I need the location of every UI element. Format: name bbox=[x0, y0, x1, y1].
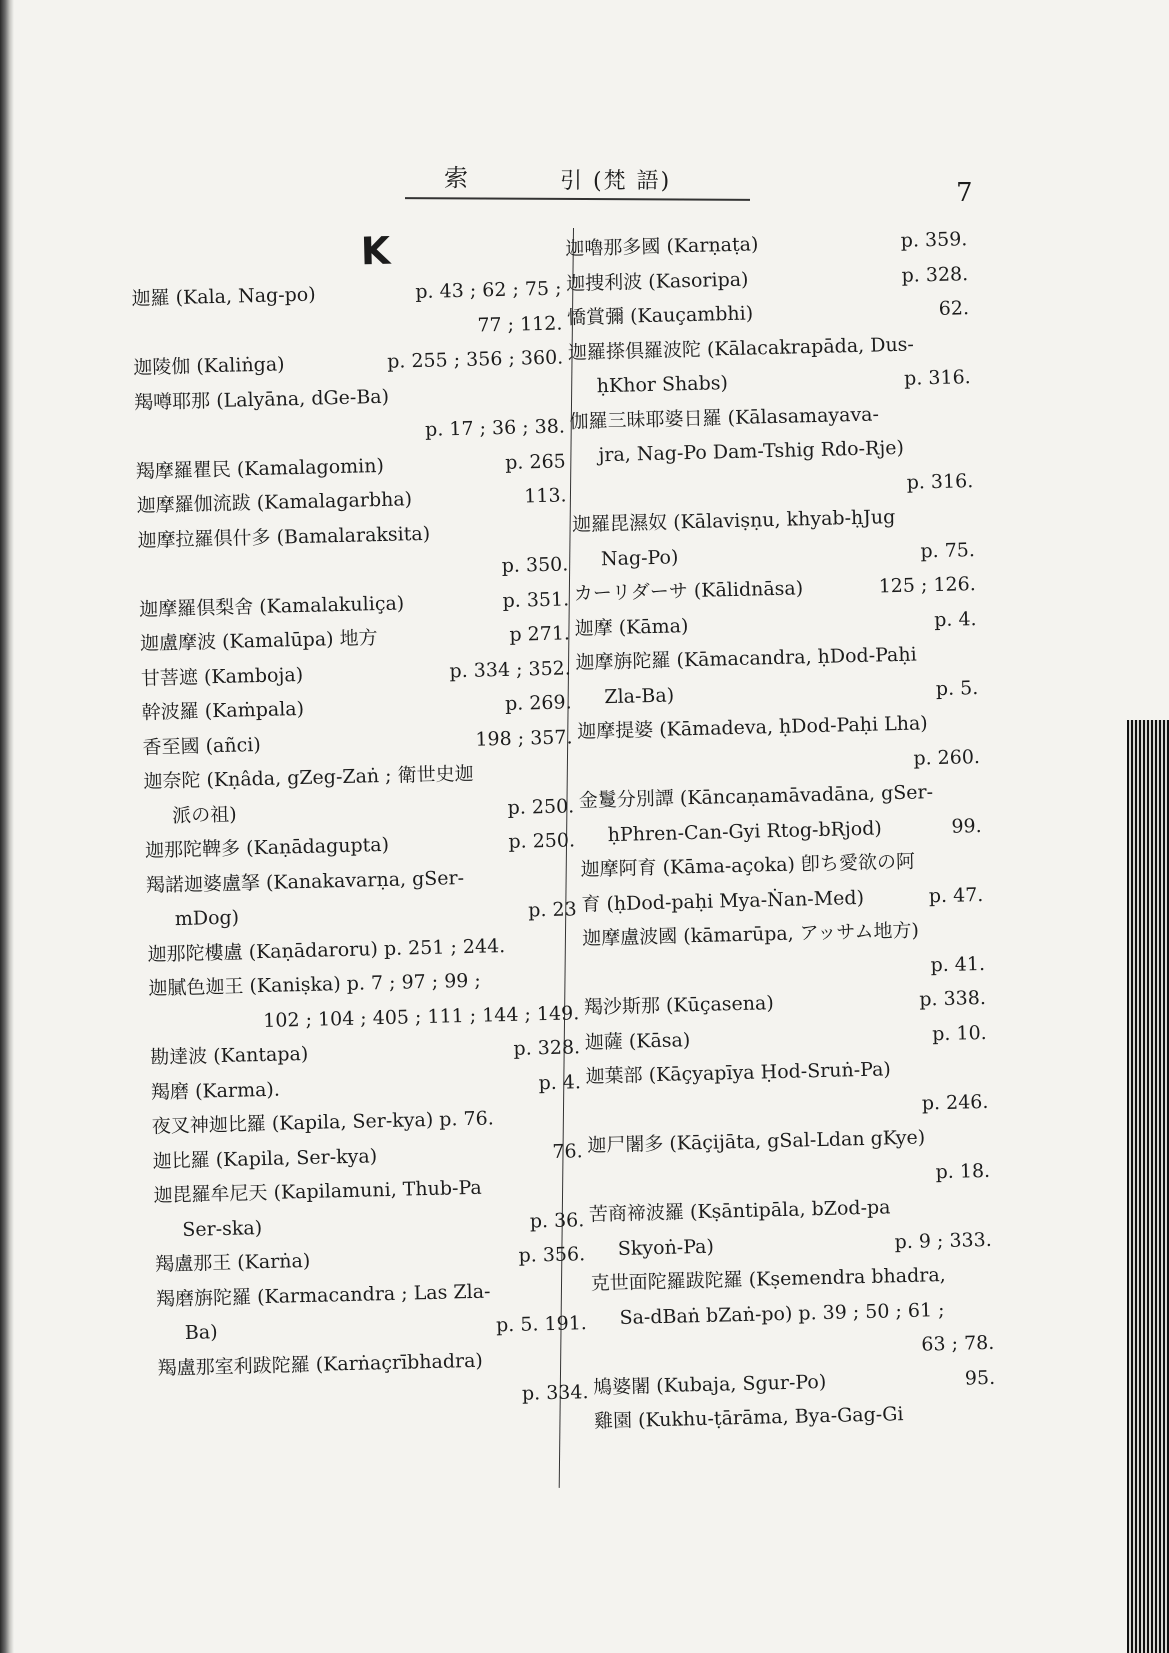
page-reference: p. 41. bbox=[930, 952, 986, 976]
left-entry-list bbox=[131, 271, 589, 1420]
entry-text: 迦摩阿育 (Kāma-açoka) 卽ち愛欲の阿 bbox=[580, 850, 916, 881]
entry-text: 夜叉神迦比羅 (Kapila, Ser-kya) p. 76. bbox=[151, 1107, 494, 1138]
right-column bbox=[565, 222, 996, 1439]
page-reference: p. 10. bbox=[931, 1021, 987, 1045]
entry-text: 迦摩拉羅倶什多 (Bamalaraksita) bbox=[137, 522, 431, 552]
page-reference: p. 4. bbox=[933, 607, 977, 631]
entry-text: Ser-ska) bbox=[182, 1216, 263, 1241]
entry-text: 迦捜利波 (Kasoripa) bbox=[565, 268, 749, 295]
entry-text: 羯沙斯那 (Kūçasena) bbox=[583, 992, 774, 1019]
right-entry-list bbox=[565, 222, 996, 1439]
entry-text: 羯盧那室利跋陀羅 (Karṅaçrībhadra) bbox=[157, 1349, 484, 1380]
page-reference: 77 ; 112. bbox=[477, 311, 563, 337]
header-subtitle: 引 (梵 語) bbox=[560, 169, 672, 194]
page-reference: p. 9 ; 333. bbox=[894, 1228, 993, 1253]
page-reference: p. 246. bbox=[921, 1090, 989, 1115]
page-reference: p. 260. bbox=[913, 745, 981, 770]
entry-text: 迦摩 (Kāma) bbox=[574, 614, 689, 640]
page-reference: p. 351. bbox=[502, 587, 570, 612]
entry-text: Nag-Po) bbox=[600, 545, 679, 570]
entry-text: mDog) bbox=[174, 906, 240, 931]
entry-text: 迦羅毘濕奴 (Kālaviṣṇu, khyab-ḥJug bbox=[571, 506, 896, 536]
page-reference: p. 316. bbox=[903, 366, 971, 390]
entry-text: 育 (ḥDod-paḥi Mya-Ṅan-Med) bbox=[581, 886, 865, 916]
entry-text: 迦那陀鞞多 (Kaṇādagupta) bbox=[144, 833, 390, 862]
entry-text: 羯磨 (Karma). bbox=[150, 1078, 281, 1104]
entry-text: 迦比羅 (Kapila, Ser-kya) bbox=[152, 1144, 378, 1173]
entry-text: ḥPhren-Can-Gyi Rtog-bRjod) bbox=[607, 816, 883, 846]
entry-text: 鳩婆闍 (Kubaja, Sgur-Po) bbox=[592, 1370, 827, 1399]
entry-text: ḥKhor Shabs) bbox=[596, 372, 729, 398]
entry-text: 羯盧那王 (Karṅa) bbox=[154, 1249, 311, 1276]
page-reference: 76. bbox=[552, 1139, 583, 1163]
page-reference: 102 ; 104 ; 405 ; 111 ; 144 ; 149. bbox=[262, 1001, 580, 1032]
page-reference: 113. bbox=[523, 484, 567, 508]
entry-text: 迦摩盧波國 (kāmarūpa, アッサム地方) bbox=[582, 919, 920, 950]
entry-text: 迦那陀樓盧 (Kaṇādaroru) p. 251 ; 244. bbox=[147, 934, 506, 966]
entry-text: 迦陵伽 (Kaliṅga) bbox=[133, 353, 285, 379]
entry-text: 苦商禘波羅 (Kṣāntipāla, bZod-pa bbox=[588, 1196, 891, 1226]
page-reference: p. 5. 191. bbox=[495, 1312, 588, 1337]
entry-text: 雞園 (Kukhu-ṭārāma, Bya-Gag-Gi bbox=[593, 1403, 904, 1433]
page-reference: p. 316. bbox=[906, 469, 974, 494]
entry-text: 迦摩羅倶梨舍 (Kamalakuliça) bbox=[138, 591, 405, 621]
entry-text: 迦盧摩波 (Kamalūpa) 地方 bbox=[139, 627, 378, 655]
page-reference: p. 18. bbox=[935, 1159, 991, 1183]
entry-text: 迦膩色迦王 (Kaniṣka) p. 7 ; 97 ; 99 ; bbox=[148, 969, 482, 1000]
page-reference: p 271. bbox=[509, 622, 571, 646]
page-reference: p. 338. bbox=[919, 986, 987, 1011]
page-reference: p. 356. bbox=[518, 1243, 586, 1267]
entry-text: 幹波羅 (Kaṁpala) bbox=[141, 697, 305, 724]
page-reference: p. 17 ; 36 ; 38. bbox=[424, 415, 566, 441]
entry-text: Zla-Ba) bbox=[604, 683, 675, 708]
page-reference: p. 328. bbox=[513, 1036, 581, 1060]
entry-text: 迦薩 (Kāsa) bbox=[584, 1028, 691, 1054]
entry-text: Sa-dBaṅ bZaṅ-po) p. 39 ; 50 ; 61 ; bbox=[619, 1298, 945, 1329]
entry-text: 迦羅搽倶羅波陀 (Kālacakrapāda, Dus- bbox=[567, 333, 915, 364]
page-number: 7 bbox=[956, 178, 973, 208]
entry-text: 迦葉部 (Kāçyapīya Ḥod-Sruṅ-Pa) bbox=[585, 1058, 892, 1088]
entry-text: Skyoṅ-Pa) bbox=[617, 1235, 715, 1260]
entry-text: カーリダーサ (Kālidnāsa) bbox=[573, 577, 804, 605]
entry-text: 羯諾迦婆盧拏 (Kanakavarṇa, gSer- bbox=[145, 866, 465, 897]
entry-text: 甘菩遮 (Kamboja) bbox=[140, 663, 304, 690]
page-reference: p. 255 ; 356 ; 360. bbox=[386, 346, 564, 373]
entry-text: 迦摩旃陀羅 (Kāmacandra, ḥDod-Paḥi bbox=[575, 643, 917, 674]
page-reference: p. 43 ; 62 ; 75 ; bbox=[415, 277, 562, 304]
page-reference: p. 5. bbox=[935, 676, 979, 700]
entry-text: 迦羅 (Kala, Nag-po) bbox=[131, 283, 316, 310]
entry-text: 迦毘羅牟尼天 (Kapilamuni, Thub-Pa bbox=[153, 1176, 482, 1207]
entry-text: jra, Nag-Po Dam-Tshig Rdo-Rje) bbox=[598, 436, 905, 467]
page-left-edge bbox=[0, 0, 14, 1653]
page-reference: p. 4. bbox=[538, 1070, 582, 1094]
page-reference: 63 ; 78. bbox=[921, 1331, 995, 1356]
entry-text: 羯磨旃陀羅 (Karmacandra ; Las Zla- bbox=[155, 1280, 491, 1311]
page-reference: p. 75. bbox=[920, 538, 976, 562]
page-reference: p. 269. bbox=[504, 691, 572, 715]
entry-text: 迦奈陀 (Kṇâda, gZeg-Zaṅ ; 衛世史迦 bbox=[143, 762, 474, 793]
page-reference: p. 250. bbox=[507, 794, 575, 819]
entry-text: 迦尸闍多 (Kāçijāta, gSal-Ldan gKye) bbox=[587, 1126, 926, 1157]
entry-text: 香至國 (añci) bbox=[142, 733, 261, 759]
page-reference: 198 ; 357. bbox=[475, 725, 573, 751]
entry-text: 迦摩羅伽流跋 (Kamalagarbha) bbox=[136, 488, 413, 517]
page-reference: p. 334. bbox=[521, 1381, 589, 1405]
page-reference: 125 ; 126. bbox=[878, 573, 976, 598]
page-reference: p. 23 bbox=[528, 898, 577, 922]
page-reference: p. 36. bbox=[529, 1208, 585, 1233]
entry-text: 迦嚕那多國 (Karṇaṭa) bbox=[565, 233, 759, 260]
page-reference: p. 328. bbox=[901, 262, 969, 287]
page-reference: p. 350. bbox=[501, 553, 569, 578]
page-reference: 62. bbox=[938, 297, 970, 320]
section-letter: K bbox=[360, 228, 391, 274]
entry-text: 伽羅三昧耶婆日羅 (Kālasamayava- bbox=[569, 402, 880, 433]
entry-text: 羯噂耶那 (Lalyāna, dGe-Ba) bbox=[133, 385, 390, 414]
page-reference: p. 334 ; 352. bbox=[449, 656, 572, 682]
entry-text: 金鬘分別譚 (Kāncaṇamāvadāna, gSer- bbox=[578, 781, 934, 812]
page-reference: p. 47. bbox=[928, 883, 984, 907]
page-reference: p. 359. bbox=[900, 228, 968, 252]
entry-text: 羯摩羅瞿民 (Kamalagomin) bbox=[135, 454, 385, 483]
left-column bbox=[130, 221, 589, 1420]
entry-text: 憍賞彌 (Kauçambhi) bbox=[566, 302, 754, 329]
page-reference: p. 250. bbox=[508, 829, 576, 853]
page-reference: 99. bbox=[951, 814, 982, 838]
entry-text: 迦摩提婆 (Kāmadeva, ḥDod-Paḥi Lha) bbox=[576, 712, 928, 743]
entry-text: 派の祖) bbox=[172, 803, 237, 827]
entry-text: 克世面陀羅跋陀羅 (Kṣemendra bhadra, bbox=[590, 1264, 946, 1295]
page-right-edge bbox=[1127, 720, 1169, 1653]
entry-text: Ba) bbox=[184, 1321, 218, 1344]
page-reference: p. 265 bbox=[504, 449, 566, 474]
page-reference: 95. bbox=[964, 1366, 996, 1390]
entry-text: 勘達波 (Kantapa) bbox=[149, 1042, 309, 1069]
header-title: 索 bbox=[444, 164, 468, 192]
